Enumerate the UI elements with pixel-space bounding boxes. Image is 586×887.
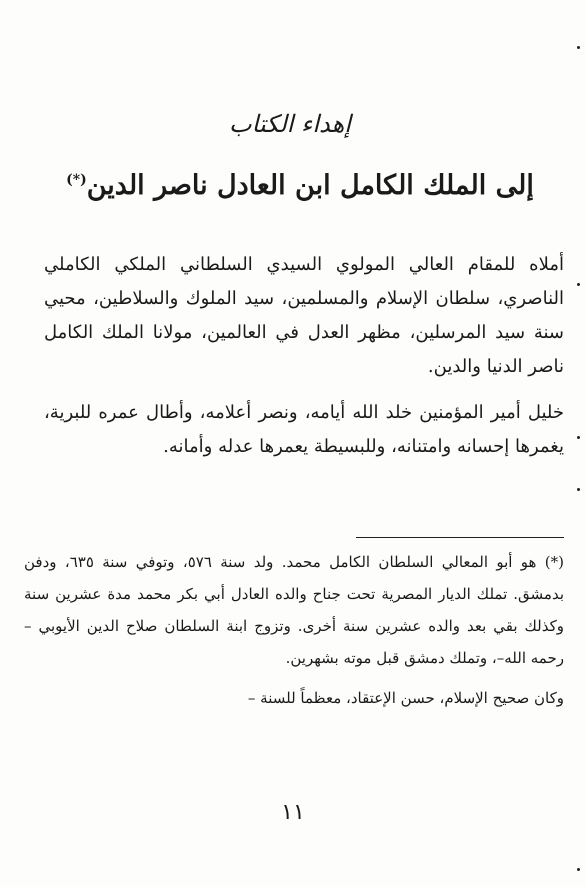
footnote-text: (*) هو أبو المعالي السلطان الكامل محمد. ولد سنة ٥٧٦، وتوفي سنة ٦٣٥، ودفن بدمشق. تملك الديار المصرية تحت جناح والده العادل أبي بكر محمد مدة عشرين سنة وكذلك بقي بعد والده عشرين سنة أخرى. وتزوج ابنة السلطان صلاح الدين الأيوبي –رحمه الله–، وتملك دمشق قبل موته بشهرين.: [24, 553, 565, 667]
footnote-continuation: وكان صحيح الإسلام، حسن الإعتقاد، معظماً للسنة –: [247, 689, 564, 707]
dedication-heading: إهداء الكتاب: [229, 110, 351, 138]
page-edge-mark: [577, 488, 580, 491]
dedication-paragraph-2: خليل أمير المؤمنين خلد الله أيامه، ونصر أعلامه، وأطال عمره للبرية، يغمرها إحسانه وامتنانه، وللبسيطة يعمرها عدله وأمانه.: [44, 402, 564, 457]
footnote-reference-mark: (*): [66, 172, 87, 188]
page-edge-mark: [577, 436, 580, 439]
footnote: [24, 546, 564, 714]
subheading-text: إلى الملك الكامل ابن العادل ناصر الدين: [86, 170, 534, 201]
page-number: ١١: [281, 800, 305, 825]
dedication-subheading: [60, 170, 540, 201]
dedication-paragraph-1: أملاه للمقام العالي المولوي السيدي السلطاني الملكي الكاملي الناصري، سلطان الإسلام والمسلمين، سيد الملوك والسلاطين، محيي سنة سيد المرسلين، مظهر العدل في العالمين، مولانا الملك الكامل ناصر الدنيا والدين.: [44, 254, 564, 377]
footnote-separator: [356, 537, 564, 538]
page-edge-mark: [577, 283, 580, 286]
page-edge-mark: [577, 868, 580, 871]
page-edge-mark: [577, 46, 580, 49]
